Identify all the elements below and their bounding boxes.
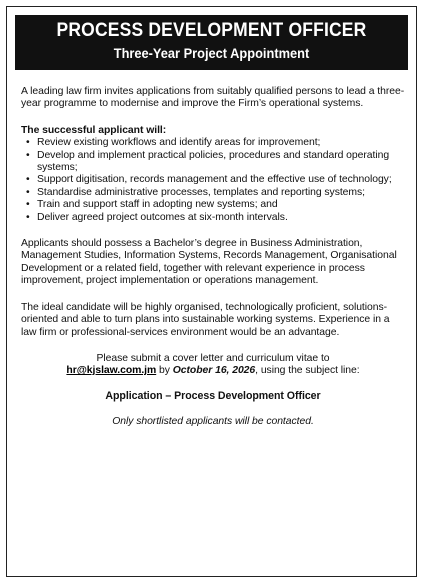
email-link[interactable]: hr@kjslaw.com.jm: [66, 365, 157, 377]
subject-line: Application – Process Development Officer: [105, 389, 321, 402]
list-item: • Develop and implement practical policies, procedures and standard operating systems;: [26, 149, 390, 174]
list-item: • Support digitisation, records management and the effective use of technology;: [26, 174, 392, 186]
responsibilities-heading: The successful applicant will:: [21, 124, 167, 136]
list-item: • Deliver agreed project outcomes at six-month intervals.: [26, 211, 288, 223]
advert-body: [21, 86, 405, 429]
job-advertisement: [6, 6, 417, 577]
deadline-date: October 16, 2026: [172, 365, 256, 377]
intro-paragraph: A leading law firm invites applications from suitably qualified persons to lead a three-year programme to modernise and improve the Firm’s operational systems.: [21, 86, 405, 110]
bullet-icon: •: [26, 174, 30, 186]
closing-note: Only shortlisted applicants will be contacted.: [112, 416, 314, 428]
list-item: • Train and support staff in adopting new systems; and: [26, 199, 278, 211]
bullet-icon: •: [26, 186, 30, 198]
header-banner: [15, 15, 408, 70]
list-item: • Standardise administrative processes, templates and reporting systems;: [26, 186, 366, 198]
qualifications-paragraph: Applicants should possess a Bachelor’s degree in Business Administration, Management Studies, Information Systems, Records Management, Organisational Development or a related field, together with relevant experience in process improvement, project implementation or operations management.: [21, 238, 397, 287]
responsibilities-list: [21, 137, 405, 224]
application-instruction: Please submit a cover letter and curriculum vitae to hr@kjslaw.com.jm by October 16, 2026, using the subject line:: [66, 352, 360, 377]
bullet-icon: •: [26, 199, 30, 211]
bullet-icon: •: [26, 137, 30, 149]
bullet-icon: •: [26, 149, 30, 161]
ideal-candidate-paragraph: The ideal candidate will be highly organised, technologically proficient, solutions-oriented and able to turn plans into sustainable working systems. Experience in a law firm or professional-services environment would be an advantage.: [21, 301, 390, 338]
job-subtitle: Three-Year Project Appointment: [113, 46, 310, 61]
bullet-icon: •: [26, 211, 30, 223]
list-item: • Review existing workflows and identify areas for improvement;: [26, 137, 321, 149]
job-title: PROCESS DEVELOPMENT OFFICER: [56, 20, 367, 41]
